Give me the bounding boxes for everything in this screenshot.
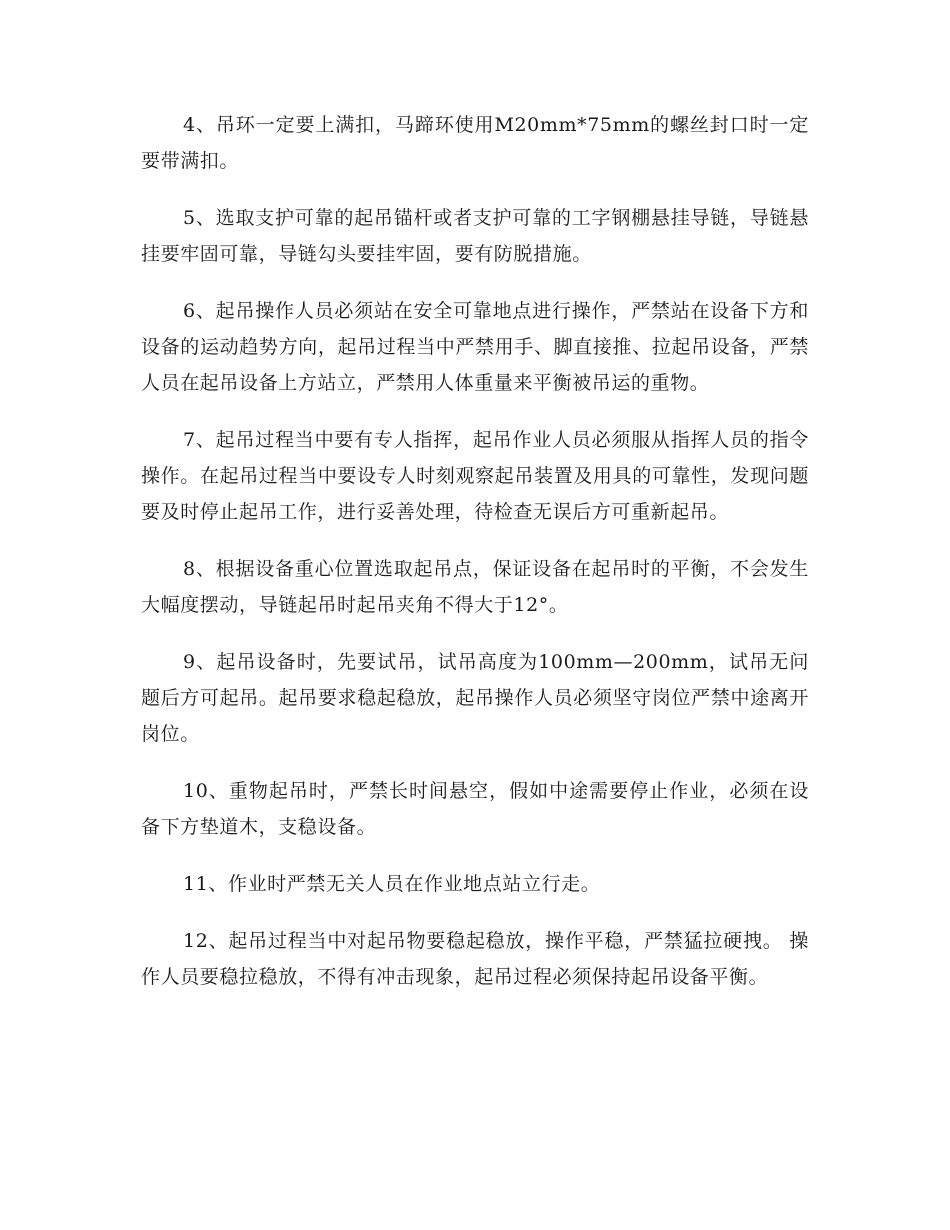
- paragraph-item-4: 4、吊环一定要上满扣，马蹄环使用M20mm*75mm的螺丝封口时一定要带满扣。: [141, 114, 809, 172]
- paragraph-item-7: 7、起吊过程当中要有专人指挥，起吊作业人员必须服从指挥人员的指令操作。在起吊过程当中要设专人时刻观察起吊装置及用具的可靠性，发现问题要及时停止起吊工作，进行妥善处理，待检查无误后方可重新起吊。: [141, 429, 809, 523]
- paragraph-item-12: 12、起吊过程当中对起吊物要稳起稳放，操作平稳，严禁猛拉硬拽。 操作人员要稳拉稳放，不得有冲击现象，起吊过程必须保持起吊设备平衡。: [141, 930, 809, 988]
- paragraph-item-9: 9、起吊设备时，先要试吊，试吊高度为100mm—200mm，试吊无问题后方可起吊。起吊要求稳起稳放，起吊操作人员必须坚守岗位严禁中途离开岗位。: [141, 651, 809, 745]
- paragraph-item-6: 6、起吊操作人员必须站在安全可靠地点进行操作，严禁站在设备下方和设备的运动趋势方向，起吊过程当中严禁用手、脚直接推、拉起吊设备，严禁人员在起吊设备上方站立，严禁用人体重量来平衡被吊运的重物。: [141, 300, 809, 394]
- paragraph-item-11: 11、作业时严禁无关人员在作业地点站立行走。: [183, 873, 601, 895]
- paragraph-item-8: 8、根据设备重心位置选取起吊点，保证设备在起吊时的平衡，不会发生大幅度摆动，导链起吊时起吊夹角不得大于12°。: [141, 558, 809, 616]
- paragraph-item-10: 10、重物起吊时，严禁长时间悬空，假如中途需要停止作业，必须在设备下方垫道木，支稳设备。: [141, 780, 809, 838]
- document-body: [141, 107, 809, 1016]
- paragraph-item-5: 5、选取支护可靠的起吊锚杆或者支护可靠的工字钢棚悬挂导链，导链悬挂要牢固可靠，导链勾头要挂牢固，要有防脱措施。: [141, 207, 809, 265]
